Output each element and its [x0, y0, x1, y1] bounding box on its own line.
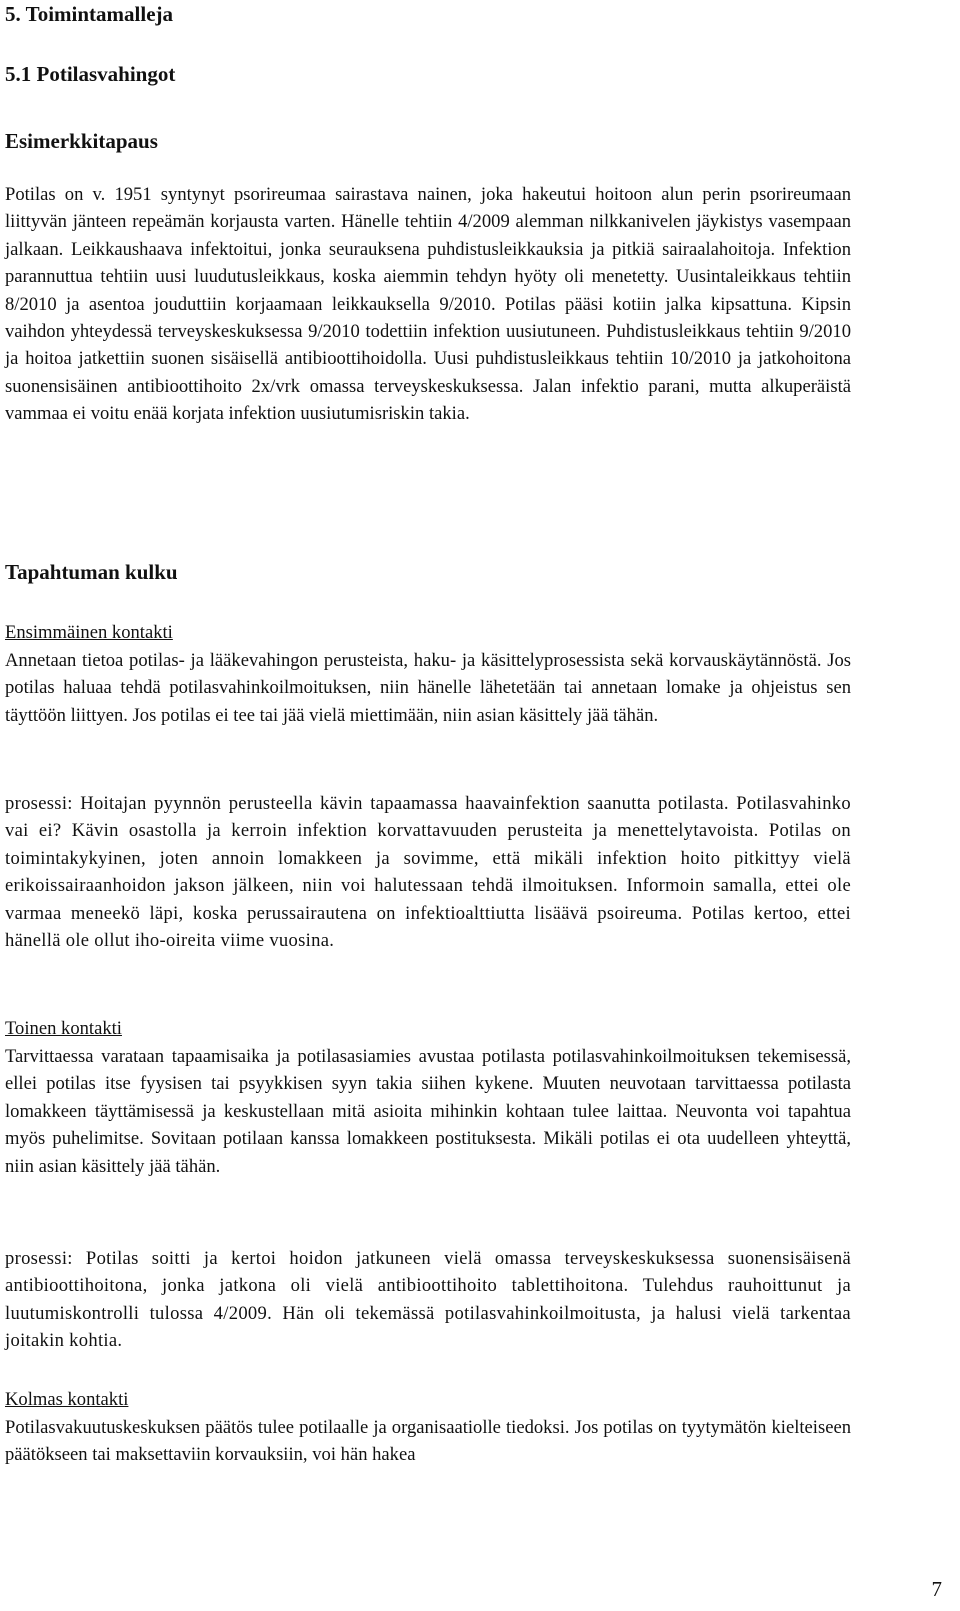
first-contact-paragraph: Annetaan tietoa potilas- ja lääkevahingon perusteista, haku- ja käsittelyprosessista sekä korvauskäytännöstä. Jos potilas haluaa tehdä potilasvahinkoilmoituksen, niin hänelle lähetetään tai annetaan lomake ja ohjeistus sen täyttöön liittyen. Jos potilas ei tee tai jää vielä miettimään, niin asian käsittely jää tähän.	[5, 650, 851, 726]
chapter-heading: 5. Toimintamalleja	[5, 2, 174, 26]
event-course-heading: Tapahtuman kulku	[5, 560, 178, 584]
section-heading: 5.1 Potilasvahingot	[5, 62, 176, 86]
third-contact-paragraph: Potilasvakuutuskeskuksen päätös tulee potilaalle ja organisaatiolle tiedoksi. Jos potilas on tyytymätön kielteiseen päätökseen tai maksettaviin korvauksiin, voi hän hakea	[5, 1417, 851, 1466]
second-contact-paragraph: Tarvittaessa varataan tapaamisaika ja potilasasiamies avustaa potilasta potilasvahinkoilmoituksen tekemisessä, ellei potilas itse fyysisen tai psyykkisen syyn takia siihen kykene. Muuten neuvotaan tarvittaessa potilasta lomakkeen täyttämisessä ja keskustellaan mitä asioita mihinkin kohtaan tulee laittaa. Neuvonta voi tapahtua myös puhelimitse. Sovitaan potilaan kanssa lomakkeen postituksesta. Mikäli potilas ei ota uudelleen yhteyttä, niin asian käsittely jää tähän.	[5, 1046, 851, 1177]
second-contact-process-paragraph: prosessi: Potilas soitti ja kertoi hoidon jatkuneen vielä omassa terveyskeskuksessa suonensisäisenä antibioottihoitona, jonka jatkona oli vielä antibioottihoito tablettihoitona. Tulehdus rauhoittunut ja luutumiskontrolli tulossa 4/2009. Hän oli tekemässä potilasvahinkoilmoitusta, ja halusi vielä tarkentaa joitakin kohtia.	[5, 1248, 851, 1352]
case-description-paragraph: Potilas on v. 1951 syntynyt psorireumaa sairastava nainen, joka hakeutui hoitoon alun perin psorireumaan liittyvän jänteen repeämän korjausta varten. Hänelle tehtiin 4/2009 alemman nilkkanivelen jäykistys vasempaan jalkaan. Leikkaushaava infektoitui, jonka seurauksena puhdistusleikkauksia ja pitkiä sairaalahoitoja. Infektion parannuttua tehtiin uusi luudutusleikkaus, koska aiemmin tehdyn hyöty oli menetetty. Uusintaleikkaus tehtiin 8/2010 ja asentoa jouduttiin korjaamaan leikkauksella 9/2010. Potilas pääsi kotiin jalka kipsattuna. Kipsin vaihdon yhteydessä terveyskeskuksessa 9/2010 todettiin infektion uusiutuneen. Puhdistusleikkaus tehtiin 9/2010 ja hoitoa jatkettiin suonen sisäisellä antibioottihoidolla. Uusi puhdistusleikkaus tehtiin 10/2010 ja jatkohoitona suonensisäinen antibioottihoito 2x/vrk omassa terveyskeskuksessa. Jalan infektio parani, mutta alkuperäistä vammaa ei voitu enää korjata infektion uusiutumisriskin takia.	[5, 184, 851, 425]
first-contact-process-paragraph: prosessi: Hoitajan pyynnön perusteella kävin tapaamassa haavainfektion saanutta potilasta. Potilasvahinko vai ei? Kävin osastolla ja kerroin infektion korvattavuuden perusteita ja menettelytavoista. Potilas on toimintakykyinen, joten annoin lomakkeen ja sovimme, että mikäli infektion hoito pitkittyy vielä erikoissairaanhoidon jakson jälkeen, niin voi halutessaan tehdä ilmoituksen. Informoin samalla, ettei ole varmaa meneekö läpi, koska perussairautena on infektioalttiutta lisäävä psoireuma. Potilas kertoo, ettei hänellä ole ollut iho-oireita viime vuosina.	[5, 793, 851, 952]
page-number: 7	[931, 1577, 942, 1601]
example-heading: Esimerkkitapaus	[5, 129, 158, 153]
third-contact-heading: Kolmas kontakti	[5, 1389, 129, 1410]
second-contact-heading: Toinen kontakti	[5, 1018, 122, 1039]
first-contact-heading: Ensimmäinen kontakti	[5, 622, 173, 643]
